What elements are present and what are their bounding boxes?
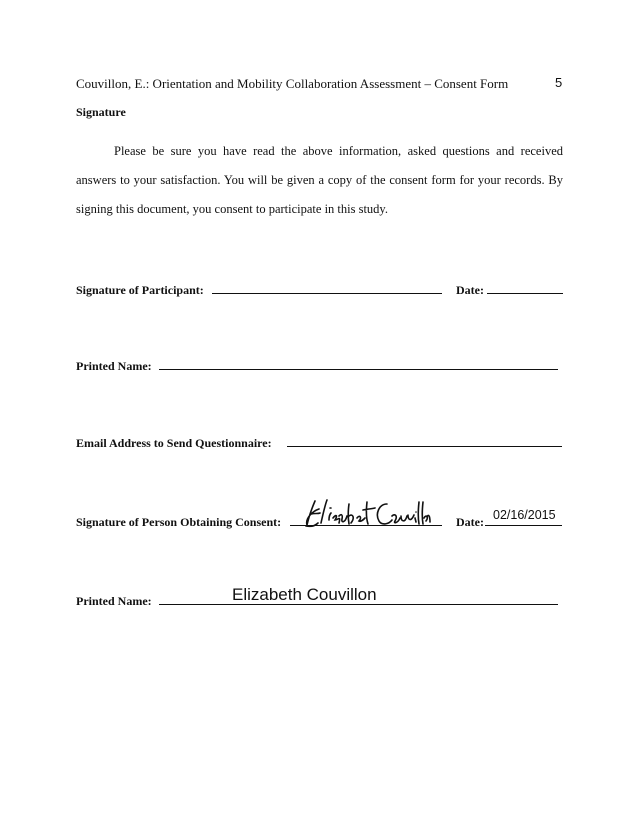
printed-name-label-consent: Printed Name:: [76, 594, 152, 608]
signature-text: Elizabeth Couvillon: [303, 496, 312, 497]
printed-name-label-participant: Printed Name:: [76, 359, 152, 373]
section-title: Signature: [76, 105, 126, 119]
participant-signature-line[interactable]: [212, 293, 442, 294]
email-label: Email Address to Send Questionnaire:: [76, 436, 272, 450]
running-header: Couvillon, E.: Orientation and Mobility Collaboration Assessment – Consent Form: [76, 76, 509, 91]
consent-printed-name-value: Elizabeth Couvillon: [232, 585, 377, 604]
consent-signature-label: Signature of Person Obtaining Consent:: [76, 515, 282, 529]
date-label-consent: Date:: [456, 515, 484, 529]
participant-printed-name-line[interactable]: [159, 369, 558, 370]
consent-date-value: 02/16/2015: [493, 508, 556, 522]
page-number: 5: [555, 75, 563, 90]
email-line[interactable]: [287, 446, 562, 447]
consent-paragraph-text: Please be sure you have read the above information, asked questions and received answers to your satisfaction. You will be given a copy of the consent form for your records. By signing this document, you consent to participate in this study.: [76, 144, 563, 216]
participant-signature-label: Signature of Participant:: [76, 283, 204, 297]
consent-paragraph: [76, 137, 563, 224]
participant-date-line[interactable]: [487, 293, 563, 294]
handwritten-signature: [303, 496, 431, 532]
date-label-participant: Date:: [456, 283, 484, 297]
consent-date-line[interactable]: [485, 525, 562, 526]
